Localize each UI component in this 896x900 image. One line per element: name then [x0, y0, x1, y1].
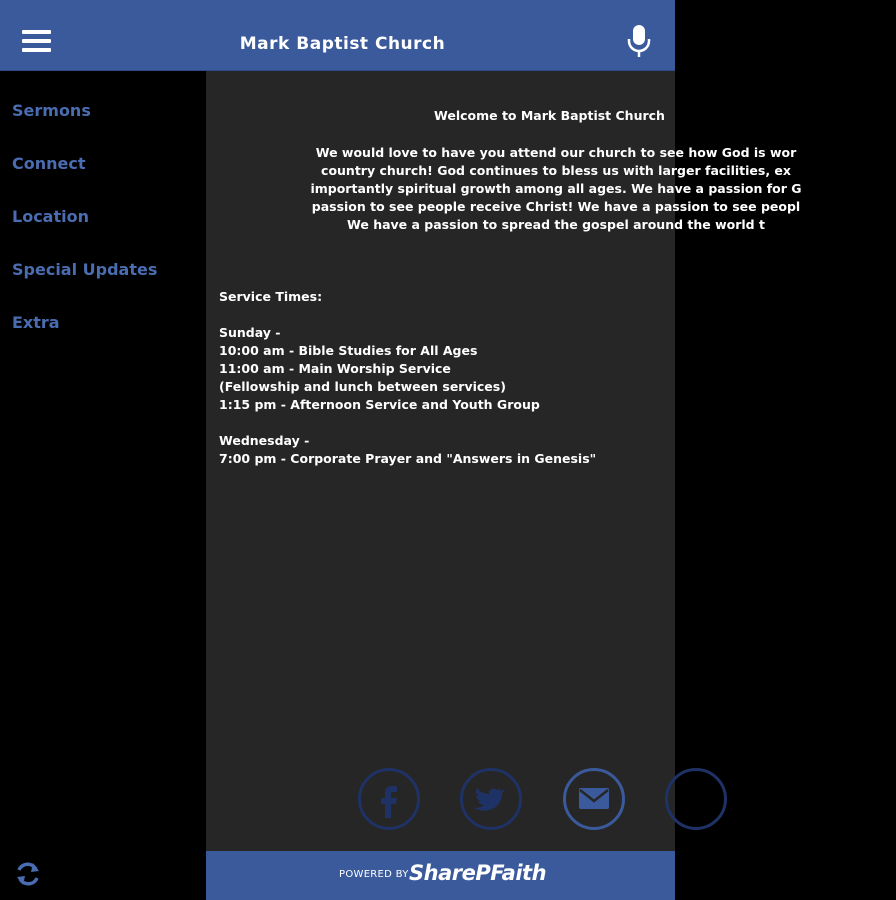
service-heading: Service Times: — [219, 289, 323, 304]
email-icon[interactable] — [563, 768, 625, 830]
welcome-title: Welcome to Mark Baptist Church — [434, 108, 665, 123]
sharefaith-logo: SharePFaith — [409, 861, 547, 885]
sunday-heading: Sunday - — [219, 325, 281, 340]
main-content — [206, 71, 802, 851]
more-icon[interactable] — [665, 768, 727, 830]
powered-by-label: POWERED BY — [339, 869, 409, 880]
microphone-icon[interactable] — [626, 24, 652, 58]
sidebar-item-sermons[interactable]: Sermons — [12, 101, 91, 120]
wednesday-item: 7:00 pm - Corporate Prayer and "Answers in Genesis" — [219, 451, 597, 466]
sidebar-item-location[interactable]: Location — [12, 207, 89, 226]
welcome-line: importantly spiritual growth among all ages. We have a passion for G — [310, 181, 802, 196]
welcome-line: country church! God continues to bless us with larger facilities, ex — [321, 163, 791, 178]
sunday-item: 11:00 am - Main Worship Service — [219, 361, 451, 376]
top-app-bar — [0, 0, 675, 71]
app-title: Mark Baptist Church — [239, 34, 446, 54]
sidebar-item-connect[interactable]: Connect — [12, 154, 86, 173]
sunday-item: 1:15 pm - Afternoon Service and Youth Group — [219, 397, 540, 412]
welcome-message — [216, 144, 896, 234]
sidebar-item-extra[interactable]: Extra — [12, 313, 60, 332]
sidebar-item-special-updates[interactable]: Special Updates — [12, 260, 158, 279]
twitter-icon[interactable] — [460, 768, 522, 830]
welcome-line: We have a passion to spread the gospel around the world t — [347, 217, 765, 232]
wednesday-heading: Wednesday - — [219, 433, 310, 448]
refresh-icon[interactable] — [14, 860, 42, 888]
sunday-item: (Fellowship and lunch between services) — [219, 379, 506, 394]
footer-bar — [206, 851, 675, 900]
sunday-item: 10:00 am - Bible Studies for All Ages — [219, 343, 478, 358]
welcome-line: passion to see people receive Christ! We have a passion to see peopl — [311, 199, 801, 214]
service-times — [219, 288, 596, 468]
sidebar-nav — [0, 71, 206, 900]
welcome-line: We would love to have you attend our church to see how God is wor — [315, 145, 797, 160]
facebook-icon[interactable] — [358, 768, 420, 830]
